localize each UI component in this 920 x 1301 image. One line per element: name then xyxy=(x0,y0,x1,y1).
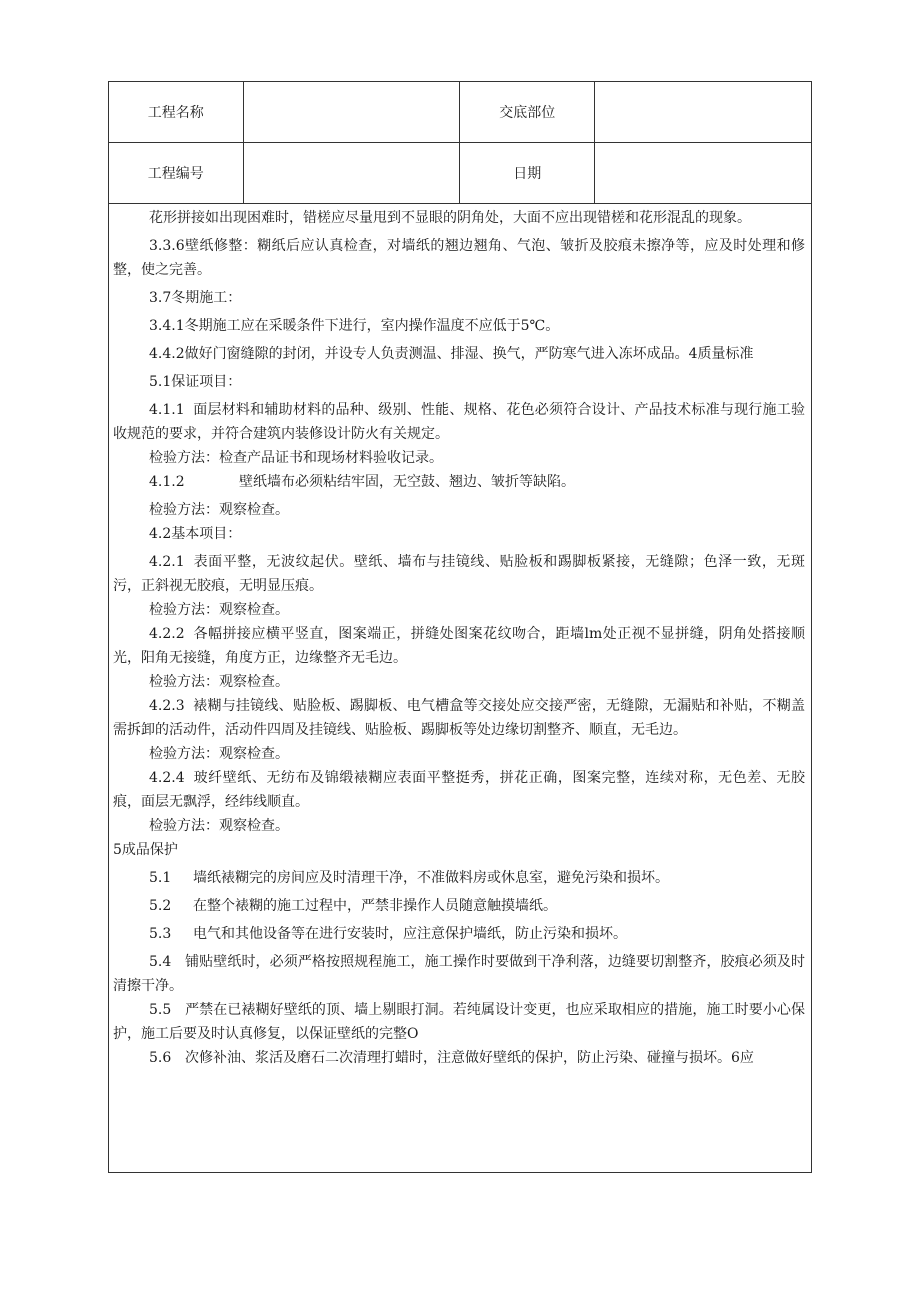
item-number: 4.2.4 xyxy=(149,770,185,786)
item-text: 墙纸裱糊完的房间应及时清理干净，不准做料房或休息室，避免污染和损坏。 xyxy=(193,870,669,886)
content-row xyxy=(109,204,812,1173)
item-text: 玻纤壁纸、无纺布及锦缎裱糊应表面平整挺秀，拼花正确，图案完整，连续对称，无色差、无胶痕，面层无飘浮，经纬线顺直。 xyxy=(113,770,805,810)
paragraph: 检验方法：观察检查。 xyxy=(149,674,289,690)
paragraph: 检验方法：检查产品证书和现场材料验收记录。 xyxy=(149,450,443,466)
project-name-value xyxy=(243,82,460,143)
paragraph: 3.7冬期施工： xyxy=(149,290,242,306)
paragraph: 检验方法：观察检查。 xyxy=(149,818,289,834)
item-number: 4.2.1 xyxy=(149,554,185,570)
item-text: 裱糊与挂镜线、贴脸板、踢脚板、电气槽盒等交接处应交接严密，无缝隙，无漏贴和补贴，不糊盖需拆卸的活动件，活动件四周及挂镜线、贴脸板、踢脚板等处边缘切割整齐、顺直，无毛边。 xyxy=(113,698,805,738)
section-heading: 5.1保证项目： xyxy=(149,374,242,390)
handover-part-value xyxy=(595,82,812,143)
paragraph xyxy=(113,470,805,494)
project-no-label: 工程编号 xyxy=(109,143,244,204)
item-number: 5.6 xyxy=(149,1050,172,1066)
item-text: 表面平整，无波纹起伏。壁纸、墙布与挂镜线、贴脸板和踢脚板紧接，无缝隙；色泽一致，无斑污，正斜视无胶痕，无明显压痕。 xyxy=(113,554,805,594)
paragraph: 3.4.1冬期施工应在采暖条件下进行，室内操作温度不应低于5℃。 xyxy=(149,318,560,334)
paragraph: 4.4.2做好门窗缝隙的封闭，并设专人负责测温、排湿、换气，严防寒气进入冻坏成品。4质量标准 xyxy=(149,346,754,362)
paragraph: 花形拼接如出现困难时，错槎应尽量甩到不显眼的阴角处，大面不应出现错槎和花形混乱的现象。 xyxy=(149,210,751,226)
item-text: 各幅拼接应横平竖直，图案端正，拼缝处图案花纹吻合，距墙lm处正视不显拼缝，阴角处搭接顺光，阳角无接缝，角度方正，边缘整齐无毛边。 xyxy=(113,626,805,666)
item-text: 电气和其他设备等在进行安装时，应注意保护墙纸，防止污染和损坏。 xyxy=(193,926,627,942)
section-heading: 4.2基本项目： xyxy=(149,526,242,542)
paragraph xyxy=(113,1046,805,1070)
date-label: 日期 xyxy=(460,143,595,204)
paragraph: 检验方法：观察检查。 xyxy=(149,502,289,518)
item-number: 5.5 xyxy=(149,1002,172,1018)
item-number: 4.1.2 xyxy=(149,474,185,490)
paragraph xyxy=(113,998,805,1046)
header-row-2 xyxy=(109,143,812,204)
paragraph: 检验方法：观察检查。 xyxy=(149,602,289,618)
paragraph xyxy=(113,622,805,670)
project-no-value xyxy=(243,143,460,204)
item-number: 4.1.1 xyxy=(149,402,185,418)
item-text: 面层材料和辅助材料的品种、级别、性能、规格、花色必须符合设计、产品技术标准与现行施工验收规范的要求，并符合建筑内装修设计防火有关规定。 xyxy=(113,402,805,442)
paragraph xyxy=(113,866,805,890)
item-text: 严禁在已裱糊好壁纸的顶、墙上剔眼打洞。若纯属设计变更，也应采取相应的措施，施工时要小心保护，施工后要及时认真修复，以保证壁纸的完整O xyxy=(113,1002,805,1042)
paragraph xyxy=(113,550,805,598)
content-cell xyxy=(109,204,812,1173)
paragraph xyxy=(113,950,805,998)
paragraph xyxy=(113,922,805,946)
item-text: 在整个裱糊的施工过程中，严禁非操作人员随意触摸墙纸。 xyxy=(193,898,557,914)
item-number: 5.1 xyxy=(149,870,172,886)
paragraph xyxy=(113,894,805,918)
date-value xyxy=(595,143,812,204)
item-text: 铺贴壁纸时，必须严格按照规程施工，施工操作时要做到干净利落，边缝要切割整齐，胶痕必须及时清擦干净。 xyxy=(113,954,805,994)
paragraph: 3.3.6壁纸修整：糊纸后应认真检查，对墙纸的翘边翘角、气泡、皱折及胶痕未擦净等，应及时处理和修整，使之完善。 xyxy=(113,238,805,278)
item-number: 5.4 xyxy=(149,954,172,970)
project-name-label: 工程名称 xyxy=(109,82,244,143)
paragraph: 检验方法：观察检查。 xyxy=(149,746,289,762)
item-text: 壁纸墙布必须粘结牢固，无空鼓、翘边、皱折等缺陷。 xyxy=(239,474,575,490)
item-number: 4.2.2 xyxy=(149,626,185,642)
item-number: 5.3 xyxy=(149,926,172,942)
handover-table xyxy=(108,81,812,1173)
item-text: 次修补油、浆活及磨石二次清理打蜡时，注意做好壁纸的保护，防止污染、碰撞与损坏。6应 xyxy=(185,1050,754,1066)
paragraph xyxy=(113,694,805,742)
content-text xyxy=(109,204,811,1070)
paragraph xyxy=(113,766,805,814)
paragraph xyxy=(113,398,805,446)
handover-part-label: 交底部位 xyxy=(460,82,595,143)
item-number: 4.2.3 xyxy=(149,698,185,714)
header-row-1 xyxy=(109,82,812,143)
item-number: 5.2 xyxy=(149,898,172,914)
section-heading: 5成品保护 xyxy=(113,842,178,858)
